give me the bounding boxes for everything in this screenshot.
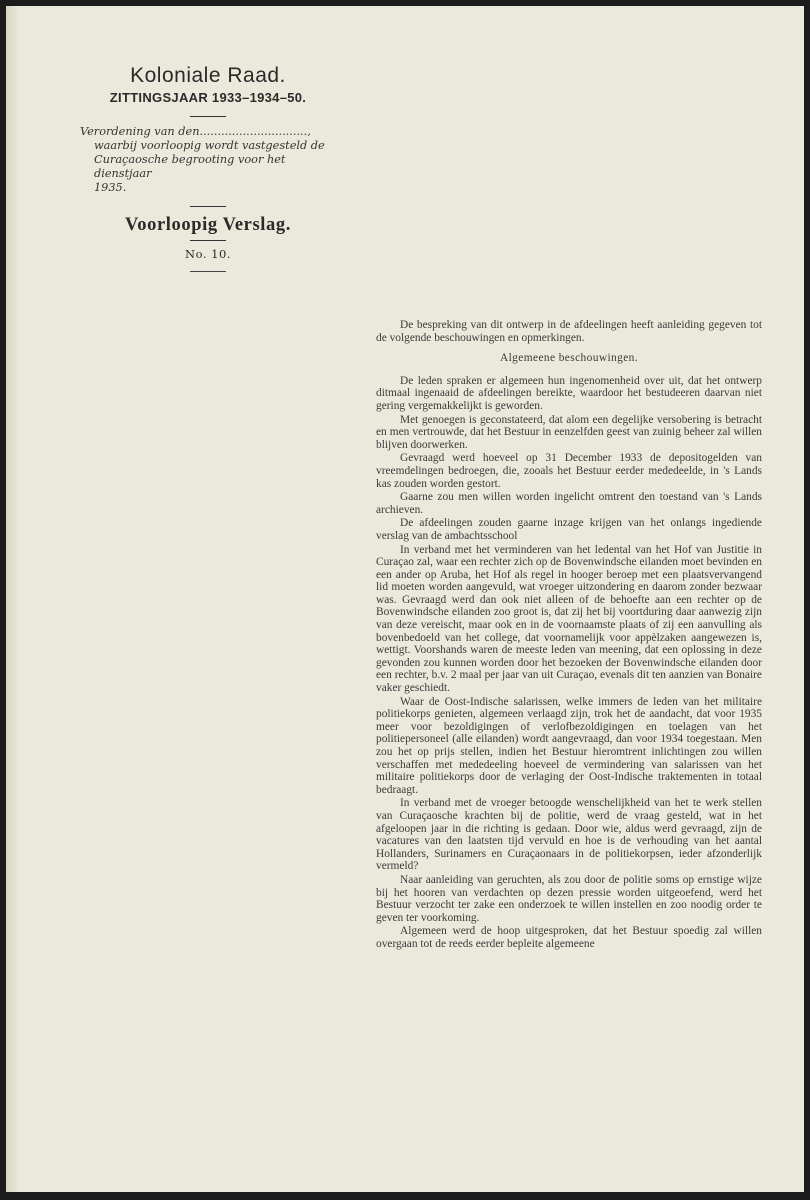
body-paragraph: Gaarne zou men willen worden ingelicht omtrent den toestand van 's Lands archieven. bbox=[376, 491, 762, 516]
body-paragraph: Algemeen werd de hoop uitgesproken, dat het Bestuur spoedig zal willen overgaan tot de reeds eerder bepleite algemeene bbox=[376, 925, 762, 950]
session-year: ZITTINGSJAAR 1933–1934–50. bbox=[109, 90, 307, 105]
ordinance-line: Verordening van den.............................., bbox=[80, 125, 311, 138]
report-number: No. 10. bbox=[185, 247, 231, 261]
council-title: Koloniale Raad. bbox=[130, 64, 286, 87]
ordinance-description bbox=[68, 125, 348, 195]
body-paragraph: Waar de Oost-Indische salarissen, welke immers de leden van het militaire politiekorps genieten, algemeen verlaagd zijn, trok het de aandacht, dat voor 1935 meer voor bezoldigingen of verlofbezoldigingen en toelagen van het politiepersoneel (alle eilanden) wordt aangevraagd, dan voor 1934 toegestaan. Men zou het op prijs stellen, indien het Bestuur hieromtrent inlichtingen zou willen verschaffen met mededeeling hoeveel de vermindering van salarissen van het militaire politiekorps door de verlaging der Oost-Indische traktementen in totaal bedraagt. bbox=[376, 695, 762, 796]
section-heading: Algemeene beschouwingen. bbox=[499, 352, 639, 365]
ordinance-line: Curaçaosche begrooting voor het dienstjaar bbox=[94, 153, 286, 180]
body-paragraph: In verband met de vroeger betoogde wenschelijkheid van het te werk stellen van Curaçaosche krachten bij de politie, werd de vraag gesteld, wat in het afgeloopen jaar in die richting is gedaan. Door wie, aldus werd gevraagd, zijn de vacatures van den laatsten tijd vervuld en hoe is de verhouding van het aantal Hollanders, Surinamers en Curaçaonaars in de politiekorpsen, ieder afzonderlijk vermeld? bbox=[376, 797, 762, 873]
body-paragraph: Gevraagd werd hoeveel op 31 December 1933 de depositogelden van vreemdelingen bedroegen, die, zooals het Bestuur eerder mededeelde, in 's Lands kas zouden worden gestort. bbox=[376, 452, 762, 490]
body-paragraph: De afdeelingen zouden gaarne inzage krijgen van het onlangs ingediende verslag van de ambachtsschool bbox=[376, 517, 762, 542]
intro-paragraph: De bespreking van dit ontwerp in de afdeelingen heeft aanleiding gegeven tot de volgende beschouwingen en opmerkingen. bbox=[376, 319, 762, 344]
header-divider bbox=[190, 271, 226, 272]
ordinance-line: waarbij voorloopig wordt vastgesteld de bbox=[94, 139, 325, 152]
header-divider bbox=[190, 240, 226, 241]
document-page bbox=[6, 6, 804, 1192]
document-header bbox=[68, 64, 348, 272]
body-paragraph: Met genoegen is geconstateerd, dat alom een degelijke versobering is betracht en men vertrouwde, dat het Bestuur in eenzelfden geest van zuinig beheer zal willen blijven doorwerken. bbox=[376, 413, 762, 451]
header-divider bbox=[190, 206, 226, 207]
report-body bbox=[376, 319, 762, 952]
body-paragraph: De leden spraken er algemeen hun ingenomenheid over uit, dat het ontwerp ditmaal ingenaaid de afdeelingen bereikte, waardoor het bestudeeren daarvan niet gering vergemakkelijkt is geworden. bbox=[376, 374, 762, 412]
ordinance-line: 1935. bbox=[94, 181, 127, 194]
header-divider bbox=[190, 116, 226, 117]
page-binding-edge bbox=[6, 6, 20, 1192]
body-paragraph: In verband met het verminderen van het ledental van het Hof van Justitie in Curaçao zal, waar een rechter zich op de Bovenwindsche eilanden moet bevinden en een ander op Aruba, het Hof als regel in hooger beroep met een plaatsvervangend lid moeten worden aangevuld, wat vroeger uitzondering en daarom zonder bezwaar was. Gevraagd werd dan ook niet alleen of de behoefte aan een rechter op de Bovenwindsche eilanden zoo groot is, dat zij het bij voortduring daar aanwezig zijn van deze vereischt, maar ook en in de voornaamste plaats of zij een aanvulling als bovenbedoeld van het college, dat voornamelijk voor appèlzaken aangewezen is, wettigt. Voorshands waren de meeste leden van meening, dat een oplossing in deze gevonden zou kunnen worden door het bezoeken der Bovenwindsche eilanden door een rechter, b.v. 2 maal per jaar van uit Curaçao, evenals dit ten aanzien van Bonaire vaker geschiedt. bbox=[376, 543, 762, 695]
body-paragraph: Naar aanleiding van geruchten, als zou door de politie soms op ernstige wijze bij het hooren van verdachten op dezen pressie worden uitgeoefend, werd het Bestuur verzocht ter zake een onderzoek te willen instellen en zoo noodig order te geven ter voorkoming. bbox=[376, 873, 762, 924]
report-title: Voorloopig Verslag. bbox=[125, 215, 291, 235]
